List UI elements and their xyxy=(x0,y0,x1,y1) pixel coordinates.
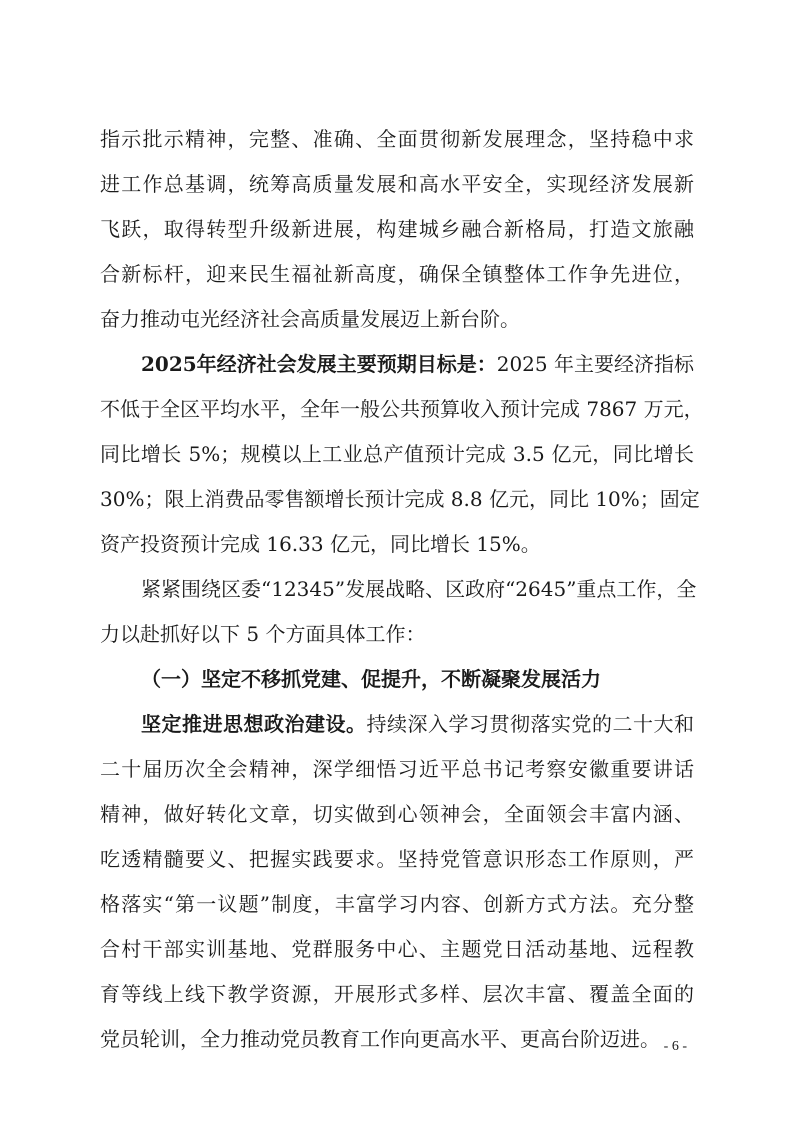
political-lead-bold: 坚定推进思想政治建设。 xyxy=(141,712,367,736)
text-line: 指示批示精神，完整、准确、全面贯彻新发展理念，坚持稳中求 xyxy=(100,127,694,151)
text-line: 合新标杆，迎来民生福祉新高度，确保全镇整体工作争先进位， xyxy=(100,262,694,286)
text-line: 资产投资预计完成 16.33 亿元，同比增长 15%。 xyxy=(100,532,541,556)
text-line: 合村干部实训基地、党群服务中心、主题党日活动基地、远程教 xyxy=(100,937,694,961)
political-lead-rest: 持续深入学习贯彻落实党的二十大和 xyxy=(366,712,694,736)
text-line: 紧紧围绕区委“12345”发展战略、区政府“2645”重点工作，全 xyxy=(141,577,697,601)
text-line: 格落实“第一议题”制度，丰富学习内容、创新方式方法。充分整 xyxy=(100,892,694,916)
targets-lead-bold: 2025年经济社会发展主要预期目标是： xyxy=(141,352,497,376)
text-line: 育等线上线下教学资源，开展形式多样、层次丰富、覆盖全面的 xyxy=(100,982,694,1006)
targets-lead-rest: 2025 年主要经济指标 xyxy=(496,352,694,376)
text-line: 力以赴抓好以下 5 个方面具体工作： xyxy=(100,622,426,646)
text-line: 不低于全区平均水平，全年一般公共预算收入预计完成 7867 万元， xyxy=(100,397,704,421)
text-line: 飞跃，取得转型升级新进展，构建城乡融合新格局，打造文旅融 xyxy=(100,217,694,241)
section-heading: （一）坚定不移抓党建、促提升，不断凝聚发展活力 xyxy=(141,667,601,691)
text-line: 同比增长 5%；规模以上工业总产值预计完成 3.5 亿元，同比增长 xyxy=(100,442,694,466)
political-lead-line xyxy=(141,711,694,737)
text-line: 党员轮训，全力推动党员教育工作向更高水平、更高台阶迈进。 xyxy=(100,1027,660,1051)
text-line: 精神，做好转化文章，切实做到心领神会，全面领会丰富内涵、 xyxy=(100,802,694,826)
targets-lead-line xyxy=(141,351,694,377)
text-line: 进工作总基调，统筹高质量发展和高水平安全，实现经济发展新 xyxy=(100,172,694,196)
text-line: 二十届历次全会精神，深学细悟习近平总书记考察安徽重要讲话 xyxy=(100,757,694,781)
page-number: - 6 - xyxy=(663,1039,687,1054)
text-line: 吃透精髓要义、把握实践要求。坚持党管意识形态工作原则，严 xyxy=(100,847,694,871)
text-line: 奋力推动屯光经济社会高质量发展迈上新台阶。 xyxy=(100,307,520,331)
text-line: 30%；限上消费品零售额增长预计完成 8.8 亿元，同比 10%；固定 xyxy=(100,487,700,511)
